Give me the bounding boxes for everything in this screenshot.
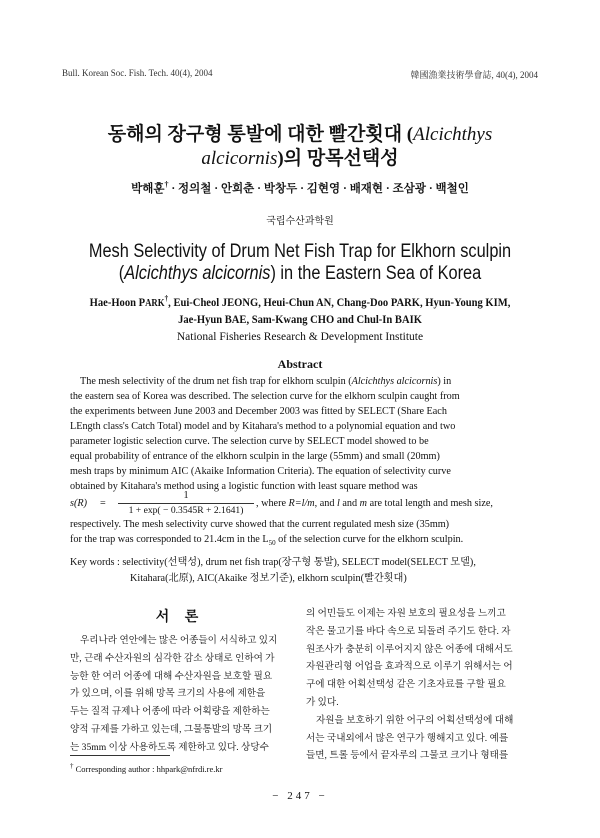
english-title-paren-open: ( <box>118 263 125 284</box>
abstract-line-1 <box>70 374 540 390</box>
abstract-line-5: parameter logistic selection curve. The selection curve by SELECT model showed to be <box>70 436 429 447</box>
equation-explanation <box>256 498 493 509</box>
equation-var-l: l <box>337 498 340 509</box>
right-col-line: 자원관리형 어업을 효과적으로 이루기 위해서는 어 <box>306 661 513 673</box>
abstract-line-9: respectively. The mesh selectivity curve showed that the current regulated mesh size (35mm) <box>70 519 450 530</box>
right-col-line: 작은 물고기를 바다 속으로 되돌려 주기도 한다. 자 <box>306 625 511 637</box>
equation-denominator: 1 + exp( − 0.3545R + 2.1641) <box>128 505 244 516</box>
left-col-line: 두는 질적 규제나 어종에 따라 어획량을 제한하는 <box>70 706 270 718</box>
korean-title-suffix: )의 망목선택성 <box>277 148 399 169</box>
footnote <box>70 762 223 774</box>
abstract-line-2: the eastern sea of Korea was described. The selection curve for the elkhorn sculpin caught from <box>70 391 460 402</box>
equation-var-m: m <box>359 498 368 509</box>
korean-affiliation: 국립수산과학원 <box>266 216 334 227</box>
equation-equals: = <box>100 498 106 509</box>
english-first-author-surname: ARK <box>145 298 165 309</box>
right-col-line: 가 있다. <box>306 696 339 708</box>
korean-first-author: 박해훈 <box>131 183 165 195</box>
korean-title-species-genus: Alcichthys <box>413 124 493 145</box>
footnote-mark: † <box>70 762 74 770</box>
equation-definition: are total length and mesh size, <box>367 498 493 509</box>
keywords-line-1: Key words : selectivity(선택성), drum net fish trap(장구형 통발), SELECT model(SELECT 모델), <box>70 557 476 568</box>
english-title-line-2 <box>42 262 558 286</box>
equation-and-2: and <box>339 498 360 509</box>
running-header-left: Bull. Korean Soc. Fish. Tech. 40(4), 2004 <box>62 68 213 78</box>
english-first-author: Hae-Hoon P <box>89 295 146 309</box>
abstract-line-8: obtained by Kitahara's method using a logistic function with least square method was <box>70 481 418 492</box>
english-affiliation: National Fisheries Research & Development Institute <box>176 331 424 343</box>
korean-title-text: 동해의 장구형 통발에 대한 빨간횟대 ( <box>107 124 414 145</box>
running-header-right: 韓國漁業技術學會誌, 40(4), 2004 <box>410 70 538 80</box>
page-number: − 247 − <box>272 790 328 802</box>
left-col-line: 능한 한 여러 어종에 대해 수산자원을 보호할 필요 <box>70 670 273 682</box>
abstract-heading: Abstract <box>277 357 323 371</box>
korean-coauthors: · 정의철 · 안희춘 · 박창두 · 김현영 · 배재현 · 조삼광 · 백철인 <box>168 183 469 195</box>
keywords-line-2: Kitahara(北原), AIC(Akaike 정보기준), elkhorn sculpin(빨간횟대) <box>130 573 407 584</box>
english-corresponding-mark: † <box>164 294 169 303</box>
english-authors-line-1 <box>36 294 564 310</box>
fraction-bar <box>118 503 254 504</box>
right-col-line: 들면, 트롤 등에서 끝자루의 그물코 크기나 형태를 <box>306 750 509 762</box>
left-column <box>70 632 295 757</box>
english-authors-line-2: Jae-Hyun BAE, Sam-Kwang CHO and Chul-In BAIK <box>178 312 422 326</box>
right-col-line: 의 어민들도 이제는 자원 보호의 필요성을 느끼고 <box>306 608 506 619</box>
left-col-line: 는 35mm 이상 사용하도록 제한하고 있다. 상당수 <box>70 741 269 753</box>
abstract-line-3: the experiments between June 2003 and December 2003 was fitted by SELECT (Share Each <box>70 406 447 417</box>
abstract-line-10-end: of the selection curve for the elkhorn sculpin. <box>275 534 464 545</box>
left-col-line: 우리나라 연안에는 많은 어종들이 서식하고 있지 <box>80 635 278 646</box>
english-coauthors-1: , Eui-Cheol JEONG, Heui-Chun AN, Chang-Doo PARK, Hyun-Young KIM, <box>168 295 511 309</box>
korean-title-species-epithet: alcicornis <box>201 148 278 169</box>
english-title-species: Alcichthys alcicornis <box>124 263 271 284</box>
korean-title-line-1 <box>0 122 600 148</box>
abstract-line-4: LEngth class's Catch Total) model and by Kitahara's method to a polynomial equation and two <box>70 421 456 432</box>
left-col-line: 만, 근래 수산자원의 심각한 감소 상태로 인하여 가 <box>70 652 275 664</box>
abstract-line-10-text: for the trap was corresponded to 21.4cm in the L <box>70 534 269 545</box>
right-column <box>306 605 536 765</box>
abstract-line-10 <box>70 532 540 552</box>
right-col-line: 서는 국내외에서 많은 연구가 행해지고 있다. 예를 <box>306 732 509 744</box>
equation-lhs: s(R) <box>70 498 87 509</box>
right-col-line: 원조사가 충분히 이루어지지 않은 어종에 대해서도 <box>306 643 513 655</box>
equation-and-1: , and <box>314 498 338 509</box>
abstract-line-1-text: The mesh selectivity of the drum net fish trap for elkhorn sculpin ( <box>70 376 352 387</box>
korean-title-line-2 <box>0 146 600 172</box>
left-col-line: 가 있으며, 이를 위해 망목 크기의 사용에 제한을 <box>70 688 266 700</box>
abstract-species: Alcichthys alcicornis <box>351 376 438 387</box>
english-title-line-1: Mesh Selectivity of Drum Net Fish Trap for Elkhorn sculpin <box>88 241 512 262</box>
korean-authors <box>0 180 600 196</box>
section-heading-introduction: 서 론 <box>155 610 205 625</box>
equation-ratio: R=l/m <box>288 498 315 509</box>
equation-numerator: 1 <box>183 490 189 501</box>
footnote-text: Corresponding author : hhpark@nfrdi.re.kr <box>73 763 223 774</box>
abstract-line-1-end: ) in <box>437 376 452 387</box>
l50-subscript: 50 <box>268 539 276 548</box>
abstract-line-6: equal probability of entrance of the elkhorn sculpin in the large (55mm) and small (20mm) <box>70 451 440 462</box>
corresponding-mark: † <box>164 180 169 190</box>
english-title-suffix: ) in the Eastern Sea of Korea <box>270 263 482 284</box>
footnote-rule <box>70 755 170 756</box>
abstract-line-7: mesh traps by minimum AIC (Akaike Information Criteria). The equation of selectivity curve <box>70 466 451 477</box>
left-col-line: 양적 규제를 가하고 있는데, 그물통발의 망목 크기 <box>70 723 273 735</box>
right-col-line: 자원을 보호하기 위한 어구의 어획선택성에 대해 <box>316 714 514 726</box>
right-col-line: 구에 대한 어획선택성 같은 기초자료를 구할 필요 <box>306 679 506 691</box>
selectivity-equation <box>70 490 540 518</box>
equation-where: , where <box>256 498 289 509</box>
